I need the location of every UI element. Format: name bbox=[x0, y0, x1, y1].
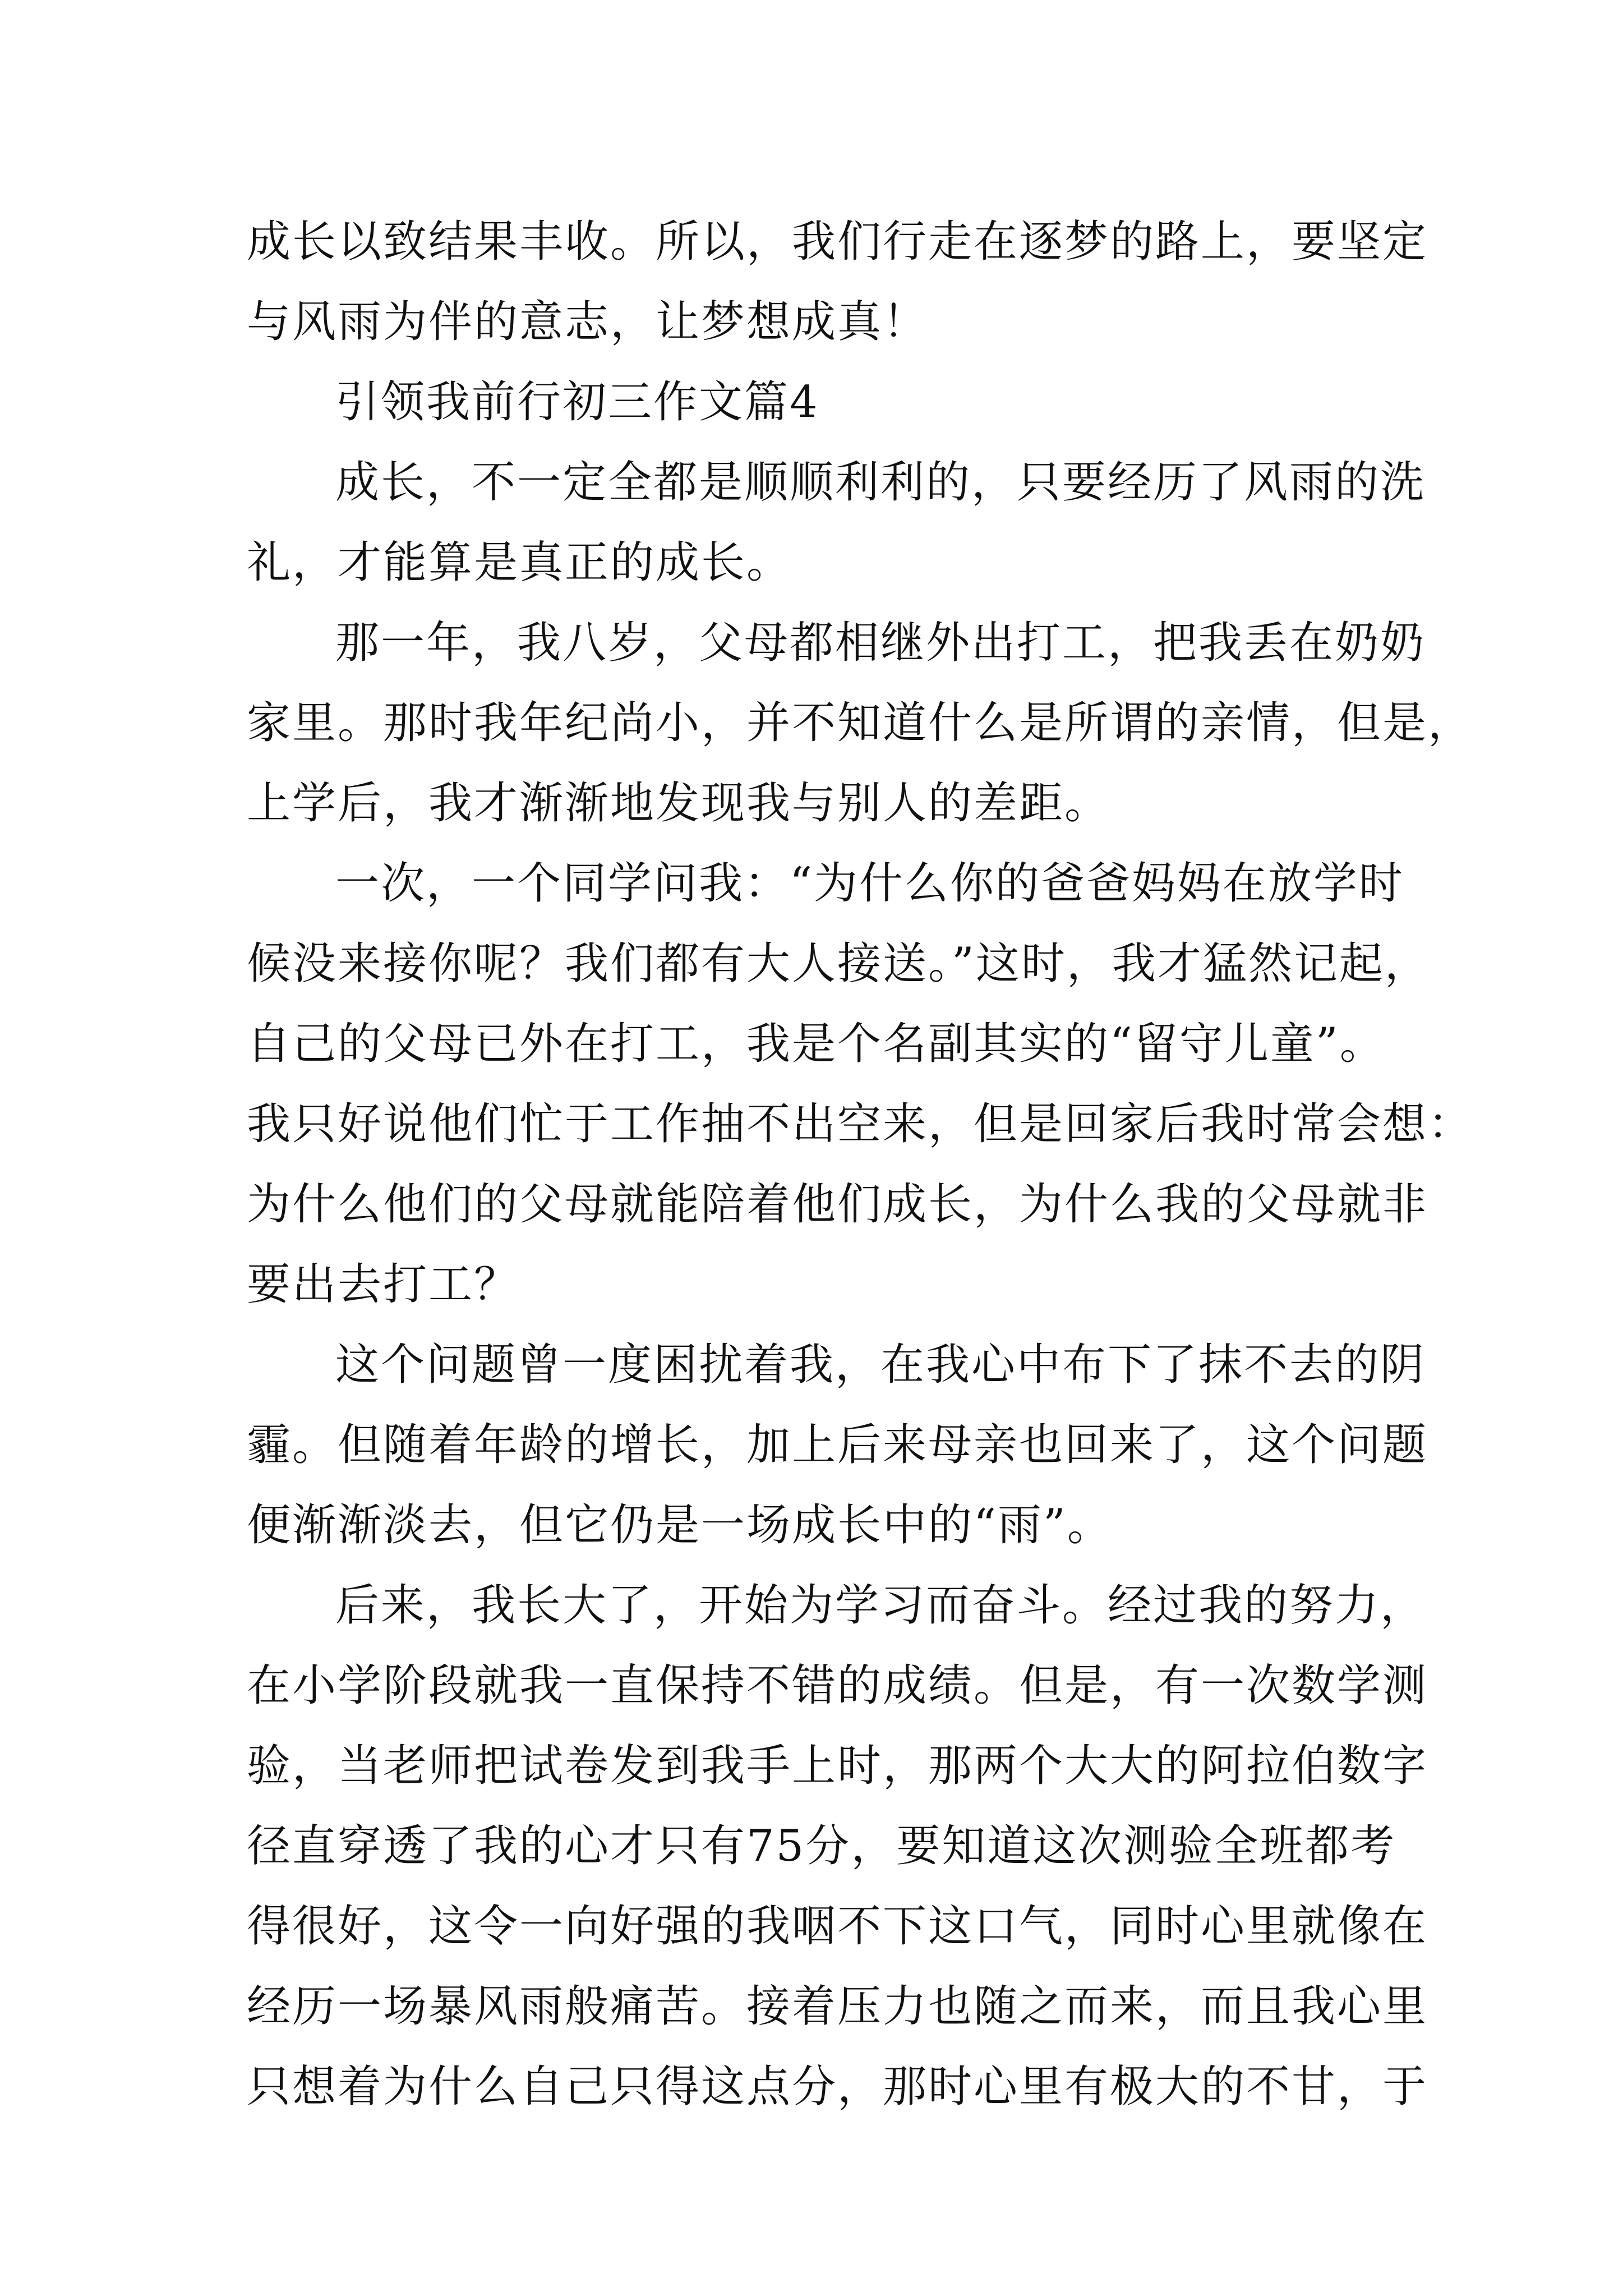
text-line: 霾。但随着年龄的增长，加上后来母亲也回来了，这个问题 bbox=[247, 1420, 1428, 1470]
text-line: 只想着为什么自己只得这点分，那时心里有极大的不甘，于 bbox=[247, 2062, 1428, 2112]
text-line: 便渐渐淡去，但它仍是一场成长中的“雨”。 bbox=[247, 1500, 1113, 1550]
text-line: 候没来接你呢？我们都有大人接送。”这时，我才猛然记起， bbox=[247, 938, 1430, 989]
text-line: 这个问题曾一度困扰着我，在我心中布下了抹不去的阴 bbox=[335, 1340, 1426, 1390]
text-line: 礼，才能算是真正的成长。 bbox=[247, 537, 792, 588]
text-line: 经历一场暴风雨般痛苦。接着压力也随之而来，而且我心里 bbox=[247, 1981, 1428, 2032]
text-line: 为什么他们的父母就能陪着他们成长，为什么我的父母就非 bbox=[247, 1179, 1428, 1230]
text-line: 那一年，我八岁，父母都相继外出打工，把我丢在奶奶 bbox=[335, 618, 1426, 668]
text-line: 要出去打工？ bbox=[247, 1259, 520, 1310]
text-line: 一次，一个同学问我：“为什么你的爸爸妈妈在放学时 bbox=[335, 858, 1404, 909]
essay-body bbox=[247, 202, 1474, 2127]
text-line: 上学后，我才渐渐地发现我与别人的差距。 bbox=[247, 778, 1110, 829]
text-line: 后来，我长大了，开始为学习而奋斗。经过我的努力， bbox=[335, 1580, 1426, 1631]
text-line: 得很好，这令一向好强的我咽不下这口气，同时心里就像在 bbox=[247, 1901, 1428, 1952]
text-line: 径直穿透了我的心才只有75分，要知道这次测验全班都考 bbox=[247, 1821, 1396, 1871]
text-line: 成长以致结果丰收。所以，我们行走在逐梦的路上，要坚定 bbox=[247, 217, 1428, 267]
text-line: 家里。那时我年纪尚小，并不知道什么是所谓的亲情，但是， bbox=[247, 698, 1474, 748]
text-line: 我只好说他们忙于工作抽不出空来，但是回家后我时常会想： bbox=[247, 1099, 1474, 1149]
text-line: 成长，不一定全都是顺顺利利的，只要经历了风雨的洗 bbox=[335, 457, 1426, 508]
text-line: 与风雨为伴的意志，让梦想成真！ bbox=[247, 297, 929, 347]
text-line: 验，当老师把试卷发到我手上时，那两个大大的阿拉伯数字 bbox=[247, 1741, 1428, 1791]
text-line: 自己的父母已外在打工，我是个名副其实的“留守儿童”。 bbox=[247, 1019, 1385, 1069]
section-heading: 引领我前行初三作文篇4 bbox=[335, 377, 819, 427]
text-line: 在小学阶段就我一直保持不错的成绩。但是，有一次数学测 bbox=[247, 1660, 1428, 1711]
